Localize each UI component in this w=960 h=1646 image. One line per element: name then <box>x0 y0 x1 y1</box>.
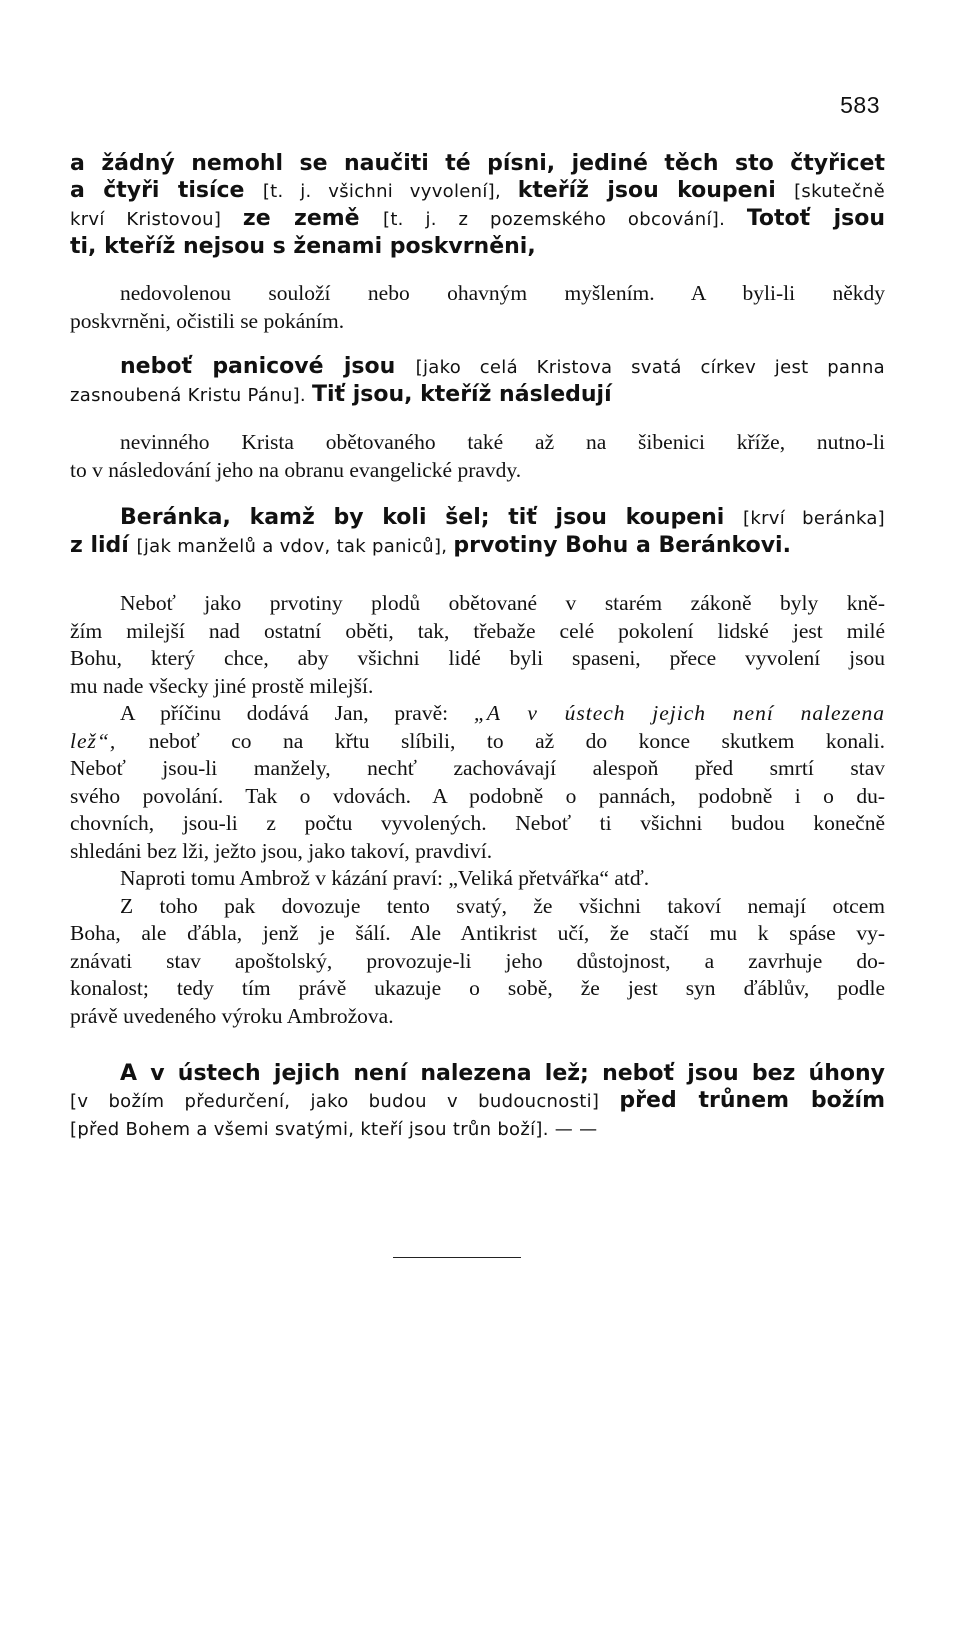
verse-text: Beránka, kamž by koli šel; tiť jsou koupeni <box>120 505 744 530</box>
end-divider <box>393 1257 521 1258</box>
text-line <box>70 1060 885 1087</box>
commentary-text: Naproti tomu Ambrož v kázání praví: „Veliká přetvářka“ atď. <box>120 866 650 890</box>
text-line <box>70 532 885 560</box>
verse-text: A v ústech jejich není nalezena lež; neboť jsou bez úhony <box>120 1061 885 1086</box>
page-body <box>70 150 885 1143</box>
commentary-text: A příčinu dodává Jan, pravě: <box>120 701 474 725</box>
text-line <box>70 728 885 756</box>
commentary-text: neboť co na křtu slíbili, to až do konce skutkem konali. <box>148 728 886 753</box>
verse-text: a čtyři tisíce <box>70 178 263 203</box>
gloss-text: [před Bohem a všemi svatými, kteří jsou trůn boží]. — — <box>70 1119 598 1140</box>
commentary-text: Boha, ale ďábla, jenž je šálí. Ale Antikrist učí, že stačí mu k spáse vy- <box>70 921 885 945</box>
commentary-paragraph <box>70 280 885 335</box>
verse-text: ze země <box>242 206 383 231</box>
verse-paragraph <box>70 1060 885 1143</box>
gloss-text: krví Kristovou] <box>70 209 243 230</box>
page-number: 583 <box>840 92 880 118</box>
text-line <box>70 590 885 618</box>
gloss-text: [t. j. z pozemského obcování]. <box>383 209 747 230</box>
verse-text: Tiť jsou, kteříž následují <box>311 382 612 407</box>
commentary-text: nevinného Krista obětovaného také až na šibenici kříže, nutno-li <box>120 430 885 454</box>
text-line <box>70 1003 885 1031</box>
text-line <box>70 948 885 976</box>
text-line <box>70 700 885 728</box>
text-line <box>70 1087 885 1115</box>
text-line <box>70 755 885 783</box>
gloss-text: [skutečně <box>794 181 885 202</box>
commentary-text: Neboť jsou-li manžely, nechť zachovávají alespoň před smrtí stav <box>70 756 885 780</box>
text-line <box>70 177 885 205</box>
commentary-text: svého povolání. Tak o vdovách. A podobně o pannách, podobně i o du- <box>70 783 885 808</box>
gloss-text: [krví beránka] <box>743 508 886 529</box>
text-line <box>70 233 885 260</box>
text-line <box>70 645 885 673</box>
text-line <box>70 205 885 233</box>
verse-paragraph <box>70 150 885 260</box>
commentary-text: žím milejší nad ostatní oběti, tak, třebaže celé pokolení lidské jest milé <box>70 618 885 643</box>
commentary-text: mu nade všecky jiné prostě milejší. <box>70 673 374 698</box>
verse-text: neboť panicové jsou <box>120 354 416 379</box>
text-line <box>70 920 885 948</box>
text-line <box>70 457 885 485</box>
commentary-text: nedovolenou souloží nebo ohavným myšlením. A byli-li někdy <box>120 281 885 305</box>
text-line <box>70 1115 885 1143</box>
verse-paragraph <box>70 353 885 409</box>
commentary-paragraph <box>70 590 885 1030</box>
text-line <box>70 865 885 893</box>
commentary-text: Neboť jako prvotiny plodů obětované v starém zákoně byly kně- <box>120 591 885 615</box>
gloss-text: [t. j. všichni vyvolení], <box>262 181 518 202</box>
text-line <box>70 893 885 921</box>
text-line <box>70 381 885 409</box>
commentary-text: chovních, jsou-li z počtu vyvolených. Neboť ti všichni budou konečně <box>70 811 885 835</box>
verse-paragraph <box>70 504 885 560</box>
commentary-text: to v následování jeho na obranu evangelické pravdy. <box>70 457 522 482</box>
verse-text: Totoť jsou <box>746 206 885 231</box>
commentary-text: Bohu, který chce, aby všichni lidé byli spaseni, přece vyvolení jsou <box>70 646 885 670</box>
verse-text: a žádný nemohl se naučiti té písni, jediné těch sto čtyřicet <box>70 151 885 176</box>
verse-text: prvotiny Bohu a Beránkovi. <box>453 533 791 558</box>
commentary-paragraph <box>70 429 885 484</box>
quote-text: lež“, <box>70 728 149 753</box>
commentary-text: Z toho pak dovozuje tento svatý, že všichni takoví nemají otcem <box>120 893 885 918</box>
gloss-text: zasnoubená Kristu Pánu]. <box>70 385 312 406</box>
commentary-text: shledáni bez lži, ježto jsou, jako takoví, pravdiví. <box>70 838 493 863</box>
text-line <box>70 353 885 381</box>
verse-text: před trůnem božím <box>619 1088 885 1113</box>
text-line <box>70 504 885 532</box>
commentary-text: právě uvedeného výroku Ambrožova. <box>70 1003 394 1028</box>
text-line <box>70 810 885 838</box>
text-line <box>70 838 885 866</box>
commentary-text: konalost; tedy tím právě ukazuje o sobě, že jest syn ďáblův, podle <box>70 976 885 1000</box>
verse-text: ti, kteříž nejsou s ženami poskvrněni, <box>70 234 536 259</box>
text-line <box>70 673 885 701</box>
gloss-text: [jako celá Kristova svatá církev jest panna <box>415 357 885 378</box>
text-line <box>70 618 885 646</box>
verse-text: z lidí <box>70 533 137 558</box>
commentary-text: znávati stav apoštolský, provozuje-li jeho důstojnost, a zavrhuje do- <box>70 948 885 973</box>
gloss-text: [jak manželů a vdov, tak paniců], <box>136 536 454 557</box>
text-line <box>70 975 885 1003</box>
text-line <box>70 783 885 811</box>
gloss-text: [v božím předurčení, jako budou v budoucnosti] <box>70 1091 620 1112</box>
text-line <box>70 280 885 308</box>
text-line <box>70 150 885 177</box>
commentary-text: poskvrněni, očistili se pokáním. <box>70 308 345 333</box>
quote-text: „A v ústech jejich není nalezena <box>473 701 886 725</box>
text-line <box>70 308 885 336</box>
verse-text: kteříž jsou koupeni <box>517 178 795 203</box>
text-line <box>70 429 885 457</box>
